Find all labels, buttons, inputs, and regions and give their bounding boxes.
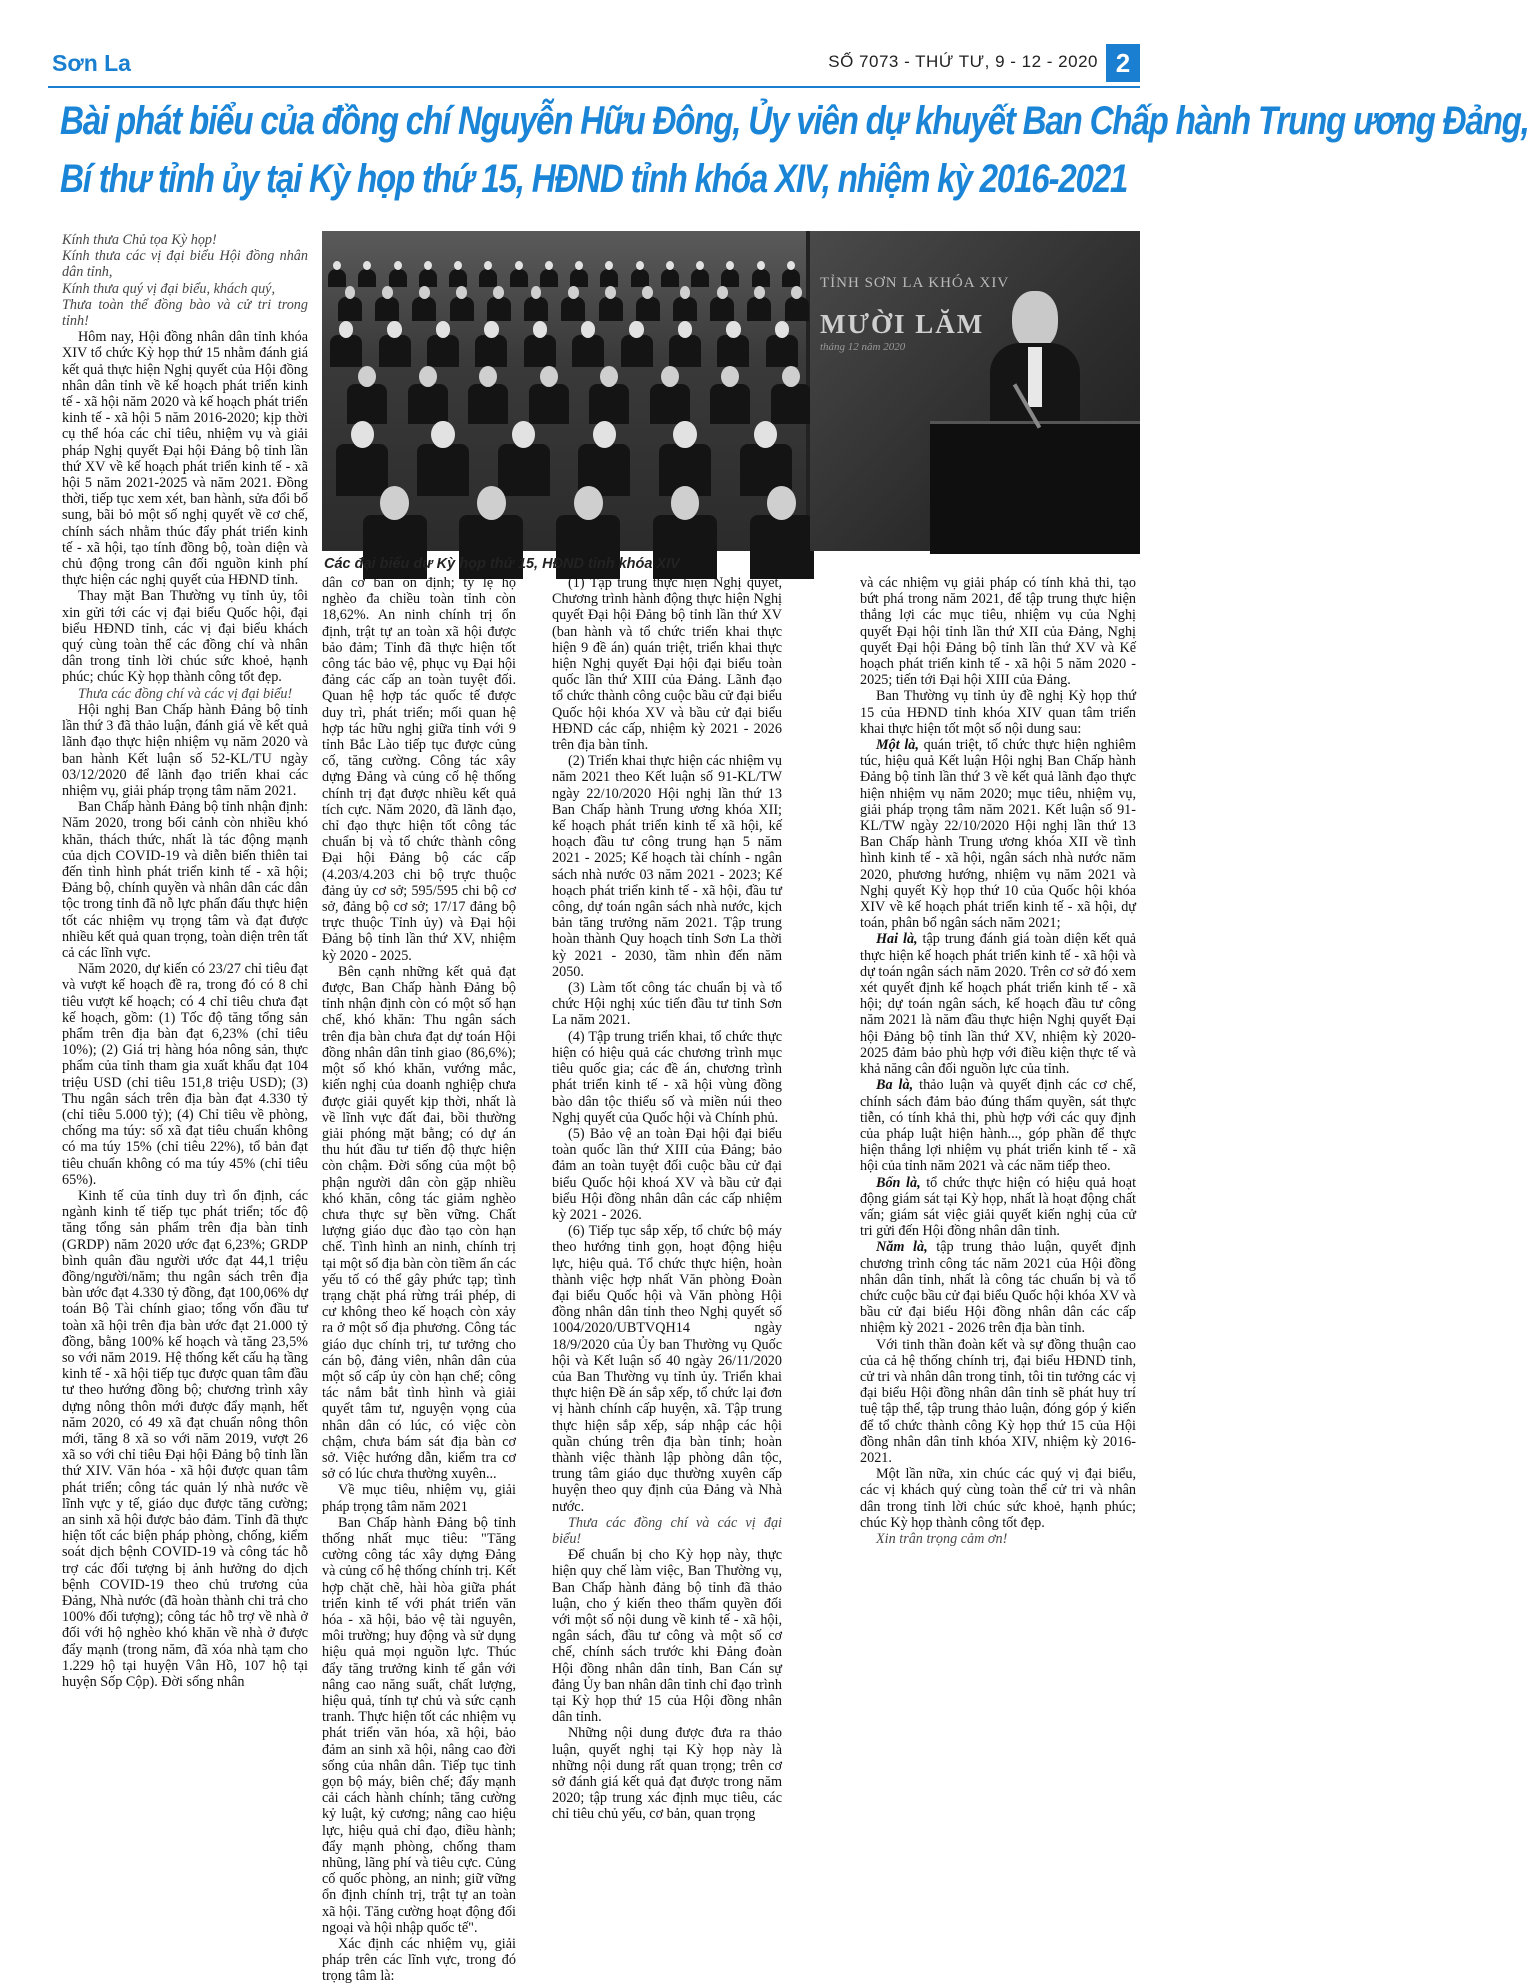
paragraph: (5) Bảo vệ an toàn Đại hội đại biểu toàn quốc lần thứ XIII của Đảng; bảo đảm an toàn tuyệt đối cuộc bầu cử đại biểu Quốc hội khoá XV và bầu cử đại biểu Hội đồng nhân dân các cấp nhiệm kỳ 2021 - 2026. [552, 1125, 782, 1223]
delegate-head [339, 321, 353, 338]
delegate-head [351, 421, 374, 448]
delegate-figure [408, 384, 448, 424]
delegate-head [477, 486, 506, 520]
greeting: Thưa các đồng chí và các vị đại biểu! [78, 685, 293, 702]
delegate-figure [427, 335, 459, 367]
delegate-head [782, 366, 800, 387]
text-column-1 [62, 232, 308, 1690]
delegate-figure [710, 384, 750, 424]
delegate-figure [468, 384, 508, 424]
paragraph [860, 737, 1136, 931]
podium [930, 421, 1140, 554]
delegate-figure [721, 269, 739, 287]
delegate-head [642, 286, 653, 299]
paragraph: Ban Chấp hành Đảng bộ tỉnh nhận định: Năm 2020, trong bối cảnh còn nhiều khó khăn, thách thức, nhất là tác động mạnh của dịch COVID-19 và diễn biến thiên tai đến tình hình phát triển kinh tế - xã hội; Đảng bộ, chính quyền và nhân dân các dân tộc trong tỉnh đã nỗ lực phấn đấu thực hiện tốt các nhiệm vụ trọng tâm và đạt được nhiều kết quả quan trọng, toàn diện trên tất cả các lĩnh vực. [62, 799, 308, 961]
paragraph: Bên cạnh những kết quả đạt được, Ban Chấp hành Đảng bộ tỉnh nhận định còn có một số hạn chế, khó khăn: Thu ngân sách trên địa bàn chưa đạt dự toán Hội đồng nhân dân tỉnh giao (86,6%); một số khó khăn, vướng mắc, kiến nghị của doanh nghiệp chưa được giải quyết kịp thời, nhất là về lĩnh vực đất đai, bồi thường giải phóng mặt bằng; có dự án thu hút đầu tư tiến độ thực hiện còn chậm. Đời sống của một bộ phận người dân còn gặp nhiều khó khăn, công tác giảm nghèo chưa thực sự bền vững. Chất lượng giáo dục đào tạo còn hạn chế. Tình hình an ninh, chính trị tại một số địa bàn còn tiềm ẩn các yếu tố có thể gây phức tạp; tình trạng chặt phá rừng trái phép, di cư không theo kế hoạch còn xảy ra ở một số địa phương. Công tác giáo dục chính trị, tư tưởng cho cán bộ, đảng viên, nhân dân của một số cấp ủy còn hạn chế; công tác nắm bắt tình hình và giải quyết tâm tư, nguyện vọng của nhân dân có lúc, có việc còn chậm, chưa bám sát địa bàn cơ sở. Việc hướng dẫn, kiểm tra cơ sở có lúc chưa thường xuyên... [322, 963, 516, 1483]
delegate-head [382, 286, 393, 299]
delegate-head [345, 286, 356, 299]
subheading: Về mục tiêu, nhiệm vụ, giải pháp trọng tâm năm 2021 [322, 1482, 516, 1515]
delegate-figure [524, 297, 548, 321]
delegate-figure [669, 335, 701, 367]
delegate-figure [412, 297, 436, 321]
paragraph [860, 1077, 1136, 1174]
delegate-head [533, 321, 547, 338]
delegate-figure [572, 335, 604, 367]
delegate-head [380, 486, 409, 520]
delegate-figure [328, 269, 346, 287]
delegate-head [757, 261, 765, 270]
delegate-figure [600, 269, 618, 287]
greeting: Thưa toàn thể đồng bào và cử tri trong tỉnh! [62, 296, 308, 330]
delegate-head [775, 321, 789, 338]
delegate-figure [570, 269, 588, 287]
paragraph-body: tập trung đánh giá toàn diện kết quả thực hiện kế hoạch phát triển kinh tế - xã hội và dự toán ngân sách năm 2020. Trên cơ sở đó xem xét quyết định kế hoạch phát triển kinh tế - xã hội; dự toán ngân sách, kế hoạch đầu tư công năm 2021 là năm đầu thực hiện Nghị quyết Đại hội Đảng bộ tỉnh lần thứ XV, nhiệm kỳ 2020-2025 đảm bảo phù hợp với điều kiện thực tế và khả năng cân đối nguồn lực của tỉnh. [860, 931, 1136, 1078]
delegate-figure [347, 384, 387, 424]
banner-line-3: tháng 12 năm 2020 [820, 341, 906, 353]
delegate-figure [375, 297, 399, 321]
lead-in: Một là, [876, 737, 919, 754]
photo-audience [322, 231, 806, 551]
delegate-head [531, 286, 542, 299]
delegate-head [394, 261, 402, 270]
delegate-figure [691, 269, 709, 287]
delegate-figure [540, 269, 558, 287]
delegate-head [661, 366, 679, 387]
paragraph: (4) Tập trung triển khai, tổ chức thực hiện có hiệu quả các chương trình mục tiêu quốc gia; các đề án, chương trình phát triển kinh tế - xã hội vùng đồng bào dân tộc thiểu số và miền núi theo Nghị quyết của Quốc hội và Chính phủ. [552, 1028, 782, 1126]
delegate-figure [599, 297, 623, 321]
paragraph-body: quán triệt, tổ chức thực hiện nghiêm túc, hiệu quả Kết luận Hội nghị Ban Chấp hành Đảng bộ tỉnh lần thứ 3 về kết quả lãnh đạo thực hiện nhiệm vụ năm 2020; mục tiêu, nhiệm vụ, giải pháp trọng tâm năm 2021. Kết luận số 91-KL/TW ngày 22/10/2020 Hội nghị lần thứ 13 Ban Chấp hành Trung ương khóa XII về tình hình kinh tế - xã hội, ngân sách nhà nước năm 2020, phương hướng, nhiệm vụ năm 2021 và Nghị quyết Kỳ họp thứ 10 của Quốc hội khóa XIV về kế hoạch phát triển kinh tế - xã hội, dự toán, phân bổ ngân sách năm 2021; [860, 737, 1136, 932]
paragraph: Ban Chấp hành Đảng bộ tỉnh thống nhất mục tiêu: "Tăng cường công tác xây dựng Đảng và củng cố hệ thống chính trị. Kết hợp chặt chẽ, hài hòa giữa phát triển kinh tế với phát triển văn hóa - xã hội, bảo vệ tài nguyên, môi trường; huy động và sử dụng hiệu quả mọi nguồn lực. Thúc đẩy tăng trưởng kinh tế gắn với nâng cao năng suất, chất lượng, hiệu quả, tính tự chủ và sức cạnh tranh. Thực hiện tốt các nhiệm vụ phát triển văn hóa, xã hội, bảo đảm an sinh xã hội, nâng cao đời sống của nhân dân. Tiếp tục tinh gọn bộ máy, biên chế; đẩy mạnh cải cách hành chính; tăng cường kỷ luật, kỷ cương; nâng cao hiệu lực, hiệu quả chỉ đạo, điều hành; đẩy mạnh phòng, chống tham nhũng, lãng phí và tiêu cực. Củng cố quốc phòng, an ninh; giữ vững ổn định chính trị, trật tự an toàn xã hội. Tăng cường hoạt động đối ngoại và hội nhập quốc tế". [322, 1514, 516, 1936]
delegate-figure [379, 335, 411, 367]
delegate-figure [561, 297, 585, 321]
delegate-head [678, 321, 692, 338]
delegate-figure [717, 335, 749, 367]
delegate-figure [673, 297, 697, 321]
delegate-figure [750, 515, 814, 579]
delegate-head [754, 286, 765, 299]
delegate-head [540, 366, 558, 387]
paragraph [860, 931, 1136, 1077]
delegate-figure [621, 335, 653, 367]
title-line-1: Bài phát biểu của đồng chí Nguyễn Hữu Đông, Ủy viên dự khuyết Ban Chấp hành Trung ương Đảng, [60, 99, 1529, 143]
page-header [48, 38, 1140, 84]
section-name: Sơn La [52, 50, 131, 76]
paragraph-body: tập trung thảo luận, quyết định chương trình công tác năm 2021 của Hội đồng nhân dân tỉnh, nhất là công tác chuẩn bị và tổ chức cuộc bầu cử đại biểu Quốc hội khóa XV và bầu cử đại biểu Hội đồng nhân dân các cấp nhiệm kỳ 2021 - 2026 trên địa bàn tỉnh. [860, 1239, 1136, 1337]
page-number: 2 [1106, 44, 1140, 82]
lead-in: Hai là, [876, 931, 918, 948]
delegate-figure [450, 297, 474, 321]
delegate-head [456, 286, 467, 299]
header-rule [48, 86, 1140, 88]
delegate-figure [650, 384, 690, 424]
delegate-head [568, 286, 579, 299]
banner-line-2: MƯỜI LĂM [820, 309, 985, 339]
closing: Xin trân trọng cảm ơn! [876, 1530, 1008, 1547]
delegate-figure [636, 297, 660, 321]
paragraph [860, 1239, 1136, 1336]
delegate-head [673, 421, 696, 448]
paragraph: Những nội dung được đưa ra thảo luận, quyết nghị tại Kỳ họp này là những nội dung rất quan trọng; trên cơ sở đánh giá kết quả đạt được trong năm 2020; tập trung xác định mục tiêu, các chỉ tiêu chủ yếu, cơ bản, quan trọng [552, 1725, 782, 1823]
paragraph: Để chuẩn bị cho Kỳ họp này, thực hiện quy chế làm việc, Ban Thường vụ, Ban Chấp hành đảng bộ tỉnh đã thảo luận, cho ý kiến theo thẩm quyền đối với một số nội dung về kinh tế - xã hội, ngân sách, đầu tư công và một số cơ chế, chính sách trước khi Đảng đoàn Hội đồng nhân dân tỉnh, Ban Cán sự đảng Ủy ban nhân dân tỉnh chỉ đạo trình tại Kỳ họp thứ 15 của Hội đồng nhân dân tỉnh. [552, 1547, 782, 1726]
title-line-2: Bí thư tỉnh ủy tại Kỳ họp thứ 15, HĐND tỉnh khóa XIV, nhiệm kỳ 2016-2021 [60, 157, 1128, 201]
delegate-figure [529, 384, 569, 424]
paragraph: Ban Thường vụ tỉnh ủy đề nghị Kỳ họp thứ 15 của HĐND tỉnh khóa XIV quan tâm triển khai thực hiện tốt một số nội dung sau: [860, 688, 1136, 737]
delegate-head [767, 486, 796, 520]
delegate-head [574, 486, 603, 520]
delegate-figure [336, 444, 388, 496]
delegate-figure [631, 269, 649, 287]
delegate-figure [389, 269, 407, 287]
delegate-figure [479, 269, 497, 287]
delegate-head [419, 366, 437, 387]
article-title [60, 92, 1529, 208]
photo-speaker [810, 231, 1140, 551]
paragraph: (2) Triển khai thực hiện các nhiệm vụ năm 2021 theo Kết luận số 91-KL/TW ngày 22/10/2020 Hội nghị lần thứ 13 Ban Chấp hành Trung ương khóa XII; kế hoạch phát triển kinh tế xã hội, kế hoạch đầu tư công trung hạn 5 năm 2021 - 2025; Kế hoạch tài chính - ngân sách nhà nước 03 năm 2021 - 2023; Kế hoạch phát triển kinh tế - xã hội, đầu tư công, dự toán ngân sách nhà nước, kịch bản tăng trưởng năm 2021. Tập trung hoàn thành Quy hoạch tỉnh Sơn La thời kỳ 2021 - 2030, tầm nhìn đến năm 2050. [552, 753, 782, 980]
paragraph-body: thảo luận và quyết định các cơ chế, chính sách đảm bảo đúng thẩm quyền, sát thực tiễn, có tính khả thi, phù hợp với các quy định của pháp luật hiện hành..., góp phần để thực hiện thắng lợi nhiệm vụ phát triển kinh tế - xã hội của tỉnh năm 2021 và các năm tiếp theo. [860, 1077, 1136, 1175]
delegate-head [431, 421, 454, 448]
paragraph: Năm 2020, dự kiến có 23/27 chỉ tiêu đạt và vượt kế hoạch đề ra, trong đó có 8 chỉ tiêu vượt kế hoạch; có 4 chỉ tiêu chưa đạt kế hoạch, gồm: (1) Tốc độ tăng tổng sản phẩm trên địa bàn đạt 6,23% (chỉ tiêu 10%); (2) Giá trị hàng hóa nông sản, thực phẩm của tỉnh tham gia xuất khẩu đạt 104 triệu USD (chỉ tiêu 151,8 triệu USD); (3) Thu ngân sách trên địa bàn đạt 4.330 tỷ (chỉ tiêu 5.000 tỷ); (4) Chỉ tiêu về phòng, chống ma túy: số xã đạt tiêu chuẩn không có ma túy 15% (chỉ tiêu 22%), tổ bản đạt tiêu chuẩn không có ma túy 45% (chỉ tiêu 65%). [62, 961, 308, 1188]
delegate-figure [785, 297, 809, 321]
article-photo [322, 231, 1140, 551]
paragraph: Một lần nữa, xin chúc các quý vị đại biểu, các vị khách quý cùng toàn thể cử tri và nhân dân trong tỉnh lời chúc sức khoẻ, hạnh phúc; chúc Kỳ họp thành công tốt đẹp. [860, 1466, 1136, 1531]
text-column-3 [552, 575, 782, 1823]
delegate-head [593, 421, 616, 448]
delegate-figure [417, 444, 469, 496]
delegate-figure [419, 269, 437, 287]
lead-in: Năm là, [876, 1239, 928, 1256]
delegate-head [581, 321, 595, 338]
lead-in: Ba là, [876, 1077, 914, 1094]
greeting: Kính thưa Chủ tọa Kỳ họp! [62, 232, 217, 248]
delegate-head [605, 286, 616, 299]
text-column-2 [322, 575, 516, 1985]
text-column-4 [860, 575, 1136, 1547]
delegate-head [717, 286, 728, 299]
paragraph: (1) Tập trung thực hiện Nghị quyết, Chương trình hành động thực hiện Nghị quyết Đại hội Đảng bộ tỉnh lần thứ XV (ban hành và tổ chức triển khai thực hiện 9 đề án) quán triệt, triển khai thực hiện Nghị quyết Đại hội đại biểu toàn quốc lần thứ XIII của Đảng. Lãnh đạo tổ chức thành công cuộc bầu cử đại biểu Quốc hội khóa XV và bầu cử đại biểu HĐND các cấp, nhiệm kỳ 2021 - 2026 trên địa bàn tỉnh. [552, 575, 782, 754]
paragraph: Thay mặt Ban Thường vụ tỉnh ủy, tôi xin gửi tới các vị đại biểu Quốc hội, đại biểu HĐND tỉnh, các vị đại biểu khách quý cùng toàn thể các đồng chí và nhân dân trong tỉnh lời chúc sức khoẻ, hạnh phúc; chúc Kỳ họp thành công tốt đẹp. [62, 588, 308, 686]
paragraph: dân cơ bản ổn định; tỷ lệ hộ nghèo đa chiều toàn tỉnh còn 18,62%. An ninh chính trị ổn định, trật tự an toàn xã hội được bảo đảm; Tỉnh đã thực hiện tốt công tác bảo vệ, phục vụ Đại hội đảng các cấp an toàn tuyệt đối. Quan hệ hợp tác quốc tế được duy trì, phát triển; mối quan hệ hợp tác hữu nghị giữa tỉnh với 9 tỉnh Bắc Lào tiếp tục được củng cố, tăng cường. Công tác xây dựng Đảng và củng cố hệ thống chính trị đạt được nhiều kết quả tích cực. Năm 2020, đã lãnh đạo, chỉ đạo thực hiện tốt công tác chuẩn bị và tổ chức thành công Đại hội Đảng bộ các cấp (4.203/4.203 chi bộ trực thuộc đảng ủy cơ sở; 595/595 chi bộ cơ sở, đảng bộ cơ sở; 17/17 đảng bộ trực thuộc Tỉnh ủy) và Đại hội Đảng bộ tỉnh lần thứ XV, nhiệm kỳ 2020 - 2025. [322, 575, 516, 964]
delegate-figure [449, 269, 467, 287]
greeting: Kính thưa quý vị đại biểu, khách quý, [62, 280, 276, 297]
banner-line-1: TỈNH SƠN LA KHÓA XIV [820, 275, 1010, 291]
delegate-head [726, 321, 740, 338]
delegate-head [671, 486, 700, 520]
delegate-head [680, 286, 691, 299]
paragraph: (3) Làm tốt công tác chuẩn bị và tổ chức Hội nghị xúc tiến đầu tư tỉnh Sơn La năm 2021. [552, 980, 782, 1029]
delegate-head [636, 261, 644, 270]
delegate-figure [766, 335, 798, 367]
delegate-figure [358, 269, 376, 287]
delegate-head [387, 321, 401, 338]
delegate-figure [589, 384, 629, 424]
delegate-figure [498, 444, 550, 496]
delegate-figure [771, 384, 811, 424]
delegate-head [515, 261, 523, 270]
paragraph: Hôm nay, Hội đồng nhân dân tỉnh khóa XIV tổ chức Kỳ họp thứ 15 nhằm đánh giá kết quả thực hiện Nghị quyết của Hội đồng nhân dân tỉnh về kế hoạch phát triển kinh tế - xã hội năm 2020 và kế hoạch phát triển kinh tế - xã hội 5 năm 2016-2020; kịp thời cụ thể hóa các chỉ tiêu, nhiệm vụ và giải pháp Nghị quyết Đại hội Đảng bộ tỉnh lần thứ XV về kế hoạch phát triển kinh tế - xã hội 5 năm 2021-2025 và năm 2021. Đồng thời, tiếp tục xem xét, ban hành, sửa đổi bổ sung, bãi bỏ một số nghị quyết về cơ chế, chính sách nhằm thúc đẩy phát triển kinh tế - xã hội, tạo tính đồng bộ, toàn diện và chủ động trong cân đối nguồn kinh phí thực hiện các nghị quyết của HĐND tỉnh. [62, 329, 308, 589]
delegate-figure [710, 297, 734, 321]
photo-caption: Các đại biểu dự Kỳ họp thứ 15, HĐND tỉnh khóa XIV [324, 556, 680, 572]
delegate-figure [524, 335, 556, 367]
delegate-figure [747, 297, 771, 321]
paragraph: (6) Tiếp tục sắp xếp, tổ chức bộ máy theo hướng tinh gọn, hoạt động hiệu lực, hiệu quả. Tổ chức thực hiện, hoàn thành việc hợp nhất Văn phòng Đoàn đại biểu Quốc hội và Văn phòng Hội đồng nhân dân tỉnh theo Nghị quyết số 1004/2020/UBTVQH14 ngày 18/9/2020 của Ủy ban Thường vụ Quốc hội và Kết luận số 40 ngày 26/11/2020 của Ban Thường vụ tỉnh ủy. Triển khai thực hiện Đề án sắp xếp, tổ chức lại đơn vị hành chính cấp huyện, xã. Tập trung thực hiện sắp xếp, sáp nhập các hội quần chúng trên địa bàn tỉnh; hoàn thành việc thành lập phòng dân tộc, trung tâm giáo dục thường xuyên cấp huyện theo quy định của Đảng và Nhà nước. [552, 1223, 782, 1515]
delegate-head [419, 286, 430, 299]
delegate-figure [330, 335, 362, 367]
delegate-figure [338, 297, 362, 321]
delegate-figure [487, 297, 511, 321]
delegate-figure [510, 269, 528, 287]
delegate-figure [782, 269, 800, 287]
delegate-figure [661, 269, 679, 287]
paragraph: Kinh tế của tỉnh duy trì ổn định, các ngành kinh tế tiếp tục phát triển; tốc độ tăng tổng sản phẩm trên địa bàn tỉnh (GRDP) năm 2020 ước đạt 6,23%; GRDP bình quân đầu người ước đạt 44,1 triệu đồng/người/năm; thu ngân sách trên địa bàn ước đạt 4.330 tỷ đồng, đạt 100,06% dự toán Bộ Tài chính giao; tổng vốn đầu tư toàn xã hội trên địa bàn ước đạt 21.000 tỷ đồng, bằng 100% kế hoạch và tăng 23,5% so với năm 2019. Hệ thống kết cấu hạ tầng kinh tế - xã hội tiếp tục được quan tâm đầu tư theo hướng đồng bộ; chương trình xây dựng nông thôn mới được đẩy mạnh, hết năm 2020, có 49 xã đạt chuẩn nông thôn mới, tăng 8 xã so với năm 2019, vượt 26 xã so với chỉ tiêu Đại hội Đảng bộ tỉnh lần thứ XIV. Văn hóa - xã hội được quan tâm phát triển; công tác quản lý nhà nước về lĩnh vực y tế, giáo dục được tăng cường; an sinh xã hội được bảo đảm. Tỉnh đã thực hiện tốt các biện pháp phòng, chống, kiểm soát dịch bệnh COVID-19 và công tác hỗ trợ các đối tượng bị ảnh hưởng do dịch bệnh COVID-19 theo chủ trương của Đảng, Nhà nước (đã hoàn thành chi trả cho 100% đối tượng); công tác hỗ trợ về nhà ở đối với hộ nghèo khó khăn về nhà ở được đẩy mạnh (trong năm, đã xóa nhà tạm cho 1.229 hộ tại huyện Vân Hồ, 107 hộ tại huyện Sốp Cộp). Đời sống nhân [62, 1187, 308, 1691]
paragraph [860, 1175, 1136, 1240]
lead-in: Bốn là, [876, 1174, 921, 1191]
issue-info: SỐ 7073 - THỨ TƯ, 9 - 12 - 2020 [828, 52, 1098, 71]
greeting: Thưa các đồng chí và các vị đại biểu! [552, 1514, 782, 1547]
delegate-head [791, 286, 802, 299]
greeting: Kính thưa các vị đại biểu Hội đồng nhân dân tỉnh, [62, 248, 308, 281]
delegate-figure [475, 335, 507, 367]
delegate-head [493, 286, 504, 299]
paragraph-body: tổ chức thực hiện có hiệu quả hoạt động giám sát tại Kỳ họp, nhất là hoạt động chất vấn; giám sát việc giải quyết kiến nghị của cử tri gửi đến Hội đồng nhân dân tỉnh. [860, 1174, 1137, 1240]
paragraph: Với tinh thần đoàn kết và sự đồng thuận cao của cả hệ thống chính trị, đại biểu HĐND tỉnh, cử tri và nhân dân trong tỉnh, tôi tin tưởng các vị đại biểu Hội đồng nhân dân tỉnh sẽ phát huy trí tuệ tập thể, tập trung thảo luận, đóng góp ý kiến để tổ chức thành công Kỳ họp thứ 15 của Hội đồng nhân dân tỉnh khóa XIV, nhiệm kỳ 2016-2021. [860, 1336, 1136, 1466]
paragraph: Hội nghị Ban Chấp hành Đảng bộ tỉnh lần thứ 3 đã thảo luận, đánh giá về kết quả lãnh đạo thực hiện nhiệm vụ năm 2020 và ban hành Kết luận số 52-KL/TU ngày 03/12/2020 để lãnh đạo triển khai các nhiệm vụ, giải pháp trọng tâm năm 2021. [62, 701, 308, 799]
paragraph: Xác định các nhiệm vụ, giải pháp trên các lĩnh vực, trong đó trọng tâm là: [322, 1936, 516, 1985]
delegate-head [484, 321, 498, 338]
delegate-head [629, 321, 643, 338]
paragraph: và các nhiệm vụ giải pháp có tính khả thi, tạo bứt phá trong năm 2021, để tập trung thực hiện thắng lợi các mục tiêu, nhiệm vụ của Nghị quyết Đại hội tỉnh lần thứ XII của Đảng, Nghị quyết Đại hội Đảng bộ tỉnh lần thứ XV và Kế hoạch phát triển kinh tế - xã hội 5 năm 2020 - 2025; tiến tới Đại hội XIII của Đảng. [860, 575, 1136, 689]
delegate-figure [752, 269, 770, 287]
delegate-head [436, 321, 450, 338]
